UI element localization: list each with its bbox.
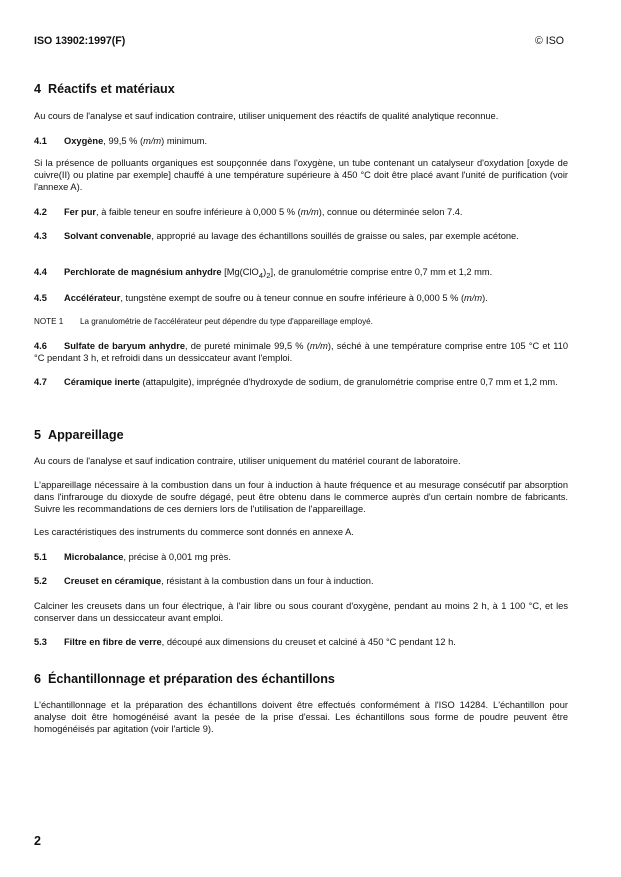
clause-text: , précise à 0,001 mg près. — [123, 552, 231, 562]
section-5-number: 5 — [34, 428, 42, 442]
chemical-formula: [Mg(ClO — [221, 267, 259, 277]
section-5-intro: Au cours de l'analyse et sauf indication contraire, utiliser uniquement du matériel courant de laboratoire. — [34, 456, 461, 466]
clause-text: , résistant à la combustion dans un four à induction. — [161, 576, 374, 586]
note-label: NOTE 1 — [34, 317, 64, 326]
clause-term: Oxygène — [64, 136, 104, 146]
formula-subscript: 4 — [258, 270, 264, 280]
clause-term: Fer pur — [64, 207, 97, 217]
clause-number: 4.2 — [34, 207, 47, 217]
section-5-paragraph-2: L'appareillage nécessaire à la combustion dans un four à induction à haute fréquence et au mesurage consécutif par absorption dans l'infrarouge du dioxyde de soufre dégagé, peut être obtenu dans le commerce auprès d'un certain nombre de fabricants. Suivre les recommandations de ces derniers lors de l'utilisation de l'appareillage. — [34, 480, 568, 514]
chemical-formula: ) — [263, 267, 267, 277]
note-text: La granulométrie de l'accélérateur peut dépendre du type d'appareillage employé. — [80, 317, 373, 326]
clause-5-1 — [34, 551, 568, 563]
clause-4-1 — [34, 135, 568, 147]
clause-text: , tungstène exempt de soufre ou à teneur connue en soufre inférieure à 0,000 5 % ( — [120, 293, 465, 303]
clause-text: , approprié au lavage des échantillons souillés de graisse ou sales, par exemple acétone. — [151, 231, 519, 241]
note-1 — [34, 316, 568, 328]
clause-4-4 — [34, 266, 568, 282]
clause-term: Filtre en fibre de verre — [64, 637, 162, 647]
clause-number: 4.5 — [34, 293, 47, 303]
copyright-mark: © ISO — [535, 35, 564, 47]
clause-number: 4.4 — [34, 267, 47, 277]
clause-term: Céramique inerte — [64, 377, 140, 387]
clause-term: Accélérateur — [64, 293, 121, 303]
formula-subscript: 2 — [266, 270, 271, 280]
clause-term: Perchlorate de magnésium anhydre — [64, 267, 222, 277]
clause-4-7 — [34, 376, 568, 388]
clause-text: ), connue ou déterminée selon 7.4. — [318, 207, 463, 217]
clause-term: Sulfate de baryum anhydre — [64, 341, 186, 351]
clause-4-3 — [34, 230, 568, 242]
clause-term: Creuset en céramique — [64, 576, 162, 586]
clause-number: 5.2 — [34, 576, 47, 586]
section-5-paragraph-3: Les caractéristiques des instruments du commerce sont donnés en annexe A. — [34, 527, 354, 537]
clause-text: ). — [482, 293, 488, 303]
section-5-title: Appareillage — [48, 428, 124, 442]
clause-number: 5.3 — [34, 637, 47, 647]
clause-number: 4.6 — [34, 341, 47, 351]
clause-text: , découpé aux dimensions du creuset et calciné à 450 °C pendant 12 h. — [161, 637, 456, 647]
clause-number: 5.1 — [34, 552, 47, 562]
section-4-number: 4 — [34, 82, 42, 96]
unit: m/m — [464, 293, 483, 303]
clause-text: ), séché à une température comprise entre 105 °C et 110 °C pendant 3 h, et refroidi dans un dessiccateur avant l'emploi. — [34, 341, 569, 363]
clause-text: (attapulgite), imprégnée d'hydroxyde de sodium, de granulométrie comprise entre 0,7 mm et 1,2 mm. — [139, 377, 558, 387]
clause-text: , à faible teneur en soufre inférieure à 0,000 5 % ( — [96, 207, 301, 217]
section-6-heading — [34, 672, 335, 686]
page-number: 2 — [34, 834, 41, 848]
section-6-number: 6 — [34, 672, 42, 686]
clause-number: 4.3 — [34, 231, 47, 241]
unit: m/m — [309, 341, 328, 351]
clause-text: , de pureté minimale 99,5 % ( — [185, 341, 310, 351]
clause-number: 4.1 — [34, 136, 47, 146]
clause-4-5 — [34, 292, 568, 304]
document-id: ISO 13902:1997(F) — [34, 35, 126, 47]
section-4-intro: Au cours de l'analyse et sauf indication contraire, utiliser uniquement des réactifs de qualité analytique reconnue. — [34, 111, 499, 121]
clause-term: Solvant convenable — [64, 231, 152, 241]
clause-number: 4.7 — [34, 377, 47, 387]
section-6-title: Échantillonnage et préparation des échantillons — [48, 672, 335, 686]
clause-term: Microbalance — [64, 552, 124, 562]
clause-5-2-paragraph: Calciner les creusets dans un four électrique, à l'air libre ou sous courant d'oxygène, pendant au moins 2 h, à 1 100 °C, et les conserver dans un dessiccateur avant emploi. — [34, 601, 568, 623]
section-4-heading — [34, 82, 175, 96]
section-6-paragraph: L'échantillonnage et la préparation des échantillons doivent être effectués conformément à l'ISO 14284. L'échantillon pour analyse doit être homogénéisé avant la pesée de la prise d'essai. Les échantillons sous forme de poudre peuvent être homogénéisés par agitation (voir l'article 9). — [34, 700, 568, 734]
clause-5-2 — [34, 575, 568, 587]
unit: m/m — [143, 136, 162, 146]
clause-4-2 — [34, 206, 568, 218]
section-5-heading — [34, 428, 124, 442]
unit: m/m — [300, 207, 319, 217]
clause-4-6 — [34, 340, 568, 364]
clause-text: ) minimum. — [161, 136, 208, 146]
section-4-title: Réactifs et matériaux — [48, 82, 175, 96]
clause-4-1-paragraph: Si la présence de polluants organiques est soupçonnée dans l'oxygène, un tube contenant un catalyseur d'oxydation [oxyde de cuivre(II) ou platine par exemple] chauffé à une température supérieure à 450 °C doit être placé avant l'unité de purification (voir l'annexe A). — [34, 158, 568, 192]
clause-text: ], de granulométrie comprise entre 0,7 mm et 1,2 mm. — [270, 267, 493, 277]
clause-5-3 — [34, 636, 568, 648]
clause-text: , 99,5 % ( — [103, 136, 144, 146]
